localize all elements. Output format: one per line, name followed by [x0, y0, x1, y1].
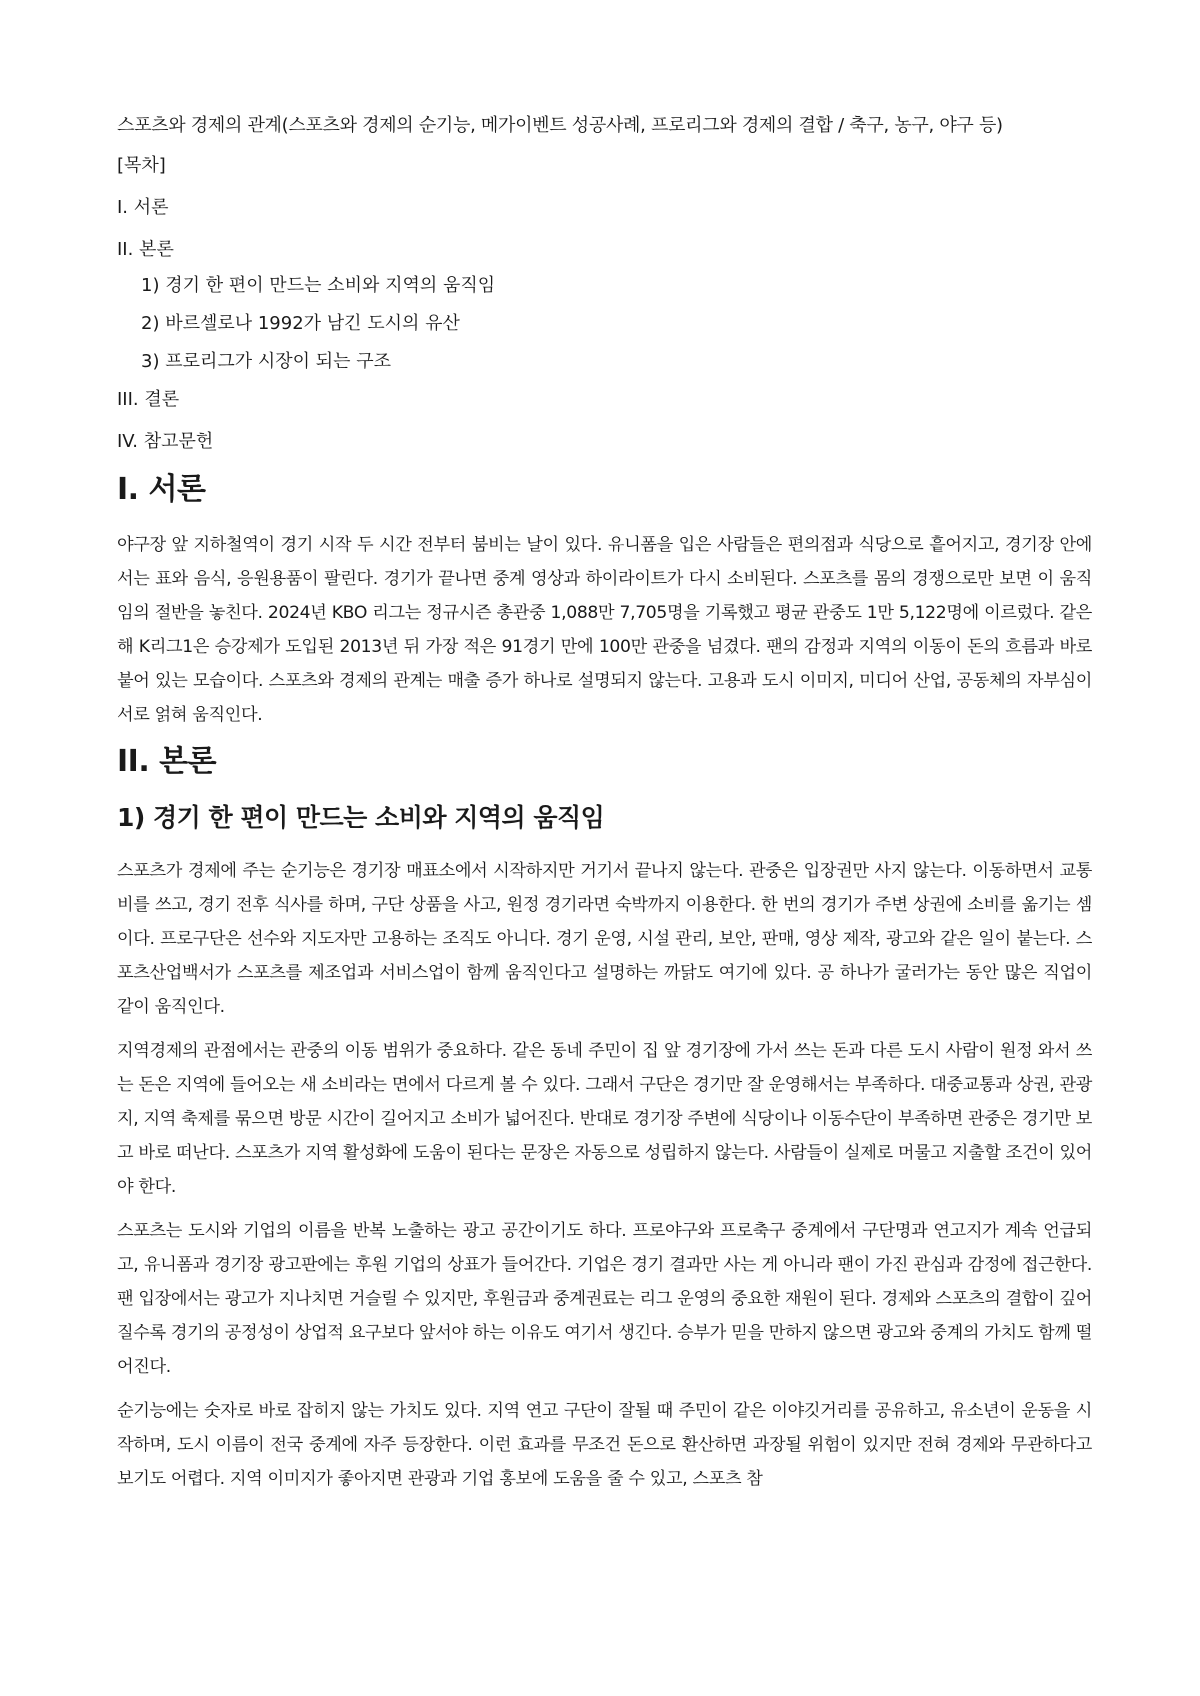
- table-of-contents: [117, 194, 1092, 456]
- toc-sub-list: [117, 272, 1092, 376]
- toc-subitem-3: 3) 프로리그가 시장이 되는 구조: [141, 351, 392, 372]
- toc-item-main: II. 본론: [117, 239, 174, 260]
- subsection-1-paragraph: 스포츠는 도시와 기업의 이름을 반복 노출하는 광고 공간이기도 하다. 프로야구와 프로축구 중계에서 구단명과 연고지가 계속 언급되고, 유니폼과 경기장 광고판에는 후원 기업의 상표가 들어간다. 기업은 경기 결과만 사는 게 아니라 팬이 가진 관심과 감정에 접근한다. 팬 입장에서는 광고가 지나치면 거슬릴 수 있지만, 후원금과 중계권료는 리그 운영의 중요한 재원이 된다. 경제와 스포츠의 결합이 깊어질수록 경기의 공정성이 상업적 요구보다 앞서야 하는 이유도 여기서 생긴다. 승부가 믿을 만하지 않으면 광고와 중계의 가치도 함께 떨어진다.: [117, 1221, 1092, 1377]
- subsection-1-heading: 1) 경기 한 편이 만드는 소비와 지역의 움직임: [117, 803, 605, 832]
- toc-heading: [목차]: [117, 155, 166, 176]
- subsection-1-paragraph: 순기능에는 숫자로 바로 잡히지 않는 가치도 있다. 지역 연고 구단이 잘될 때 주민이 같은 이야깃거리를 공유하고, 유소년이 운동을 시작하며, 도시 이름이 전국 중계에 자주 등장한다. 이런 효과를 무조건 돈으로 환산하면 과장될 위험이 있지만 전혀 경제와 무관하다고 보기도 어렵다. 지역 이미지가 좋아지면 관광과 기업 홍보에 도움을 줄 수 있고, 스포츠 참: [117, 1401, 1092, 1489]
- intro-heading: I. 서론: [117, 472, 206, 507]
- toc-item-intro: I. 서론: [117, 197, 169, 218]
- main-heading: II. 본론: [117, 744, 217, 779]
- main-section: [117, 742, 1092, 1496]
- document-title: 스포츠와 경제의 관계(스포츠와 경제의 순기능, 메가이벤트 성공사례, 프로리그와 경제의 결합 / 축구, 농구, 야구 등): [117, 115, 1003, 136]
- toc-item-references: IV. 참고문헌: [117, 431, 214, 452]
- intro-paragraph: 야구장 앞 지하철역이 경기 시작 두 시간 전부터 붐비는 날이 있다. 유니폼을 입은 사람들은 편의점과 식당으로 흩어지고, 경기장 안에서는 표와 음식, 응원용품이 팔린다. 경기가 끝나면 중계 영상과 하이라이트가 다시 소비된다. 스포츠를 몸의 경쟁으로만 보면 이 움직임의 절반을 놓친다. 2024년 KBO 리그는 정규시즌 총관중 1,088만 7,705명을 기록했고 평균 관중도 1만 5,122명에 이르렀다. 같은 해 K리그1은 승강제가 도입된 2013년 뒤 가장 적은 91경기 만에 100만 관중을 넘겼다. 팬의 감정과 지역의 이동이 돈의 흐름과 바로 붙어 있는 모습이다. 스포츠와 경제의 관계는 매출 증가 하나로 설명되지 않는다. 고용과 도시 이미지, 미디어 산업, 공동체의 자부심이 서로 얽혀 움직인다.: [117, 535, 1092, 725]
- toc-subitem-2: 2) 바르셀로나 1992가 남긴 도시의 유산: [141, 313, 460, 334]
- subsection-1-paragraph: 지역경제의 관점에서는 관중의 이동 범위가 중요하다. 같은 동네 주민이 집 앞 경기장에 가서 쓰는 돈과 다른 도시 사람이 원정 와서 쓰는 돈은 지역에 들어오는 새 소비라는 면에서 다르게 볼 수 있다. 그래서 구단은 경기만 잘 운영해서는 부족하다. 대중교통과 상권, 관광지, 지역 축제를 묶으면 방문 시간이 길어지고 소비가 넓어진다. 반대로 경기장 주변에 식당이나 이동수단이 부족하면 관중은 경기만 보고 바로 떠난다. 스포츠가 지역 활성화에 도움이 된다는 문장은 자동으로 성립하지 않는다. 사람들이 실제로 머물고 지출할 조건이 있어야 한다.: [117, 1041, 1092, 1197]
- toc-item-conclusion: III. 결론: [117, 389, 180, 410]
- intro-section: [117, 470, 1092, 732]
- toc-subitem-1: 1) 경기 한 편이 만드는 소비와 지역의 움직임: [141, 275, 496, 296]
- toc-subitems: [117, 272, 1092, 376]
- subsection-1-paragraph: 스포츠가 경제에 주는 순기능은 경기장 매표소에서 시작하지만 거기서 끝나지 않는다. 관중은 입장권만 사지 않는다. 이동하면서 교통비를 쓰고, 경기 전후 식사를 하며, 구단 상품을 사고, 원정 경기라면 숙박까지 이용한다. 한 번의 경기가 주변 상권에 소비를 옮기는 셈이다. 프로구단은 선수와 지도자만 고용하는 조직도 아니다. 경기 운영, 시설 관리, 보안, 판매, 영상 제작, 광고와 같은 일이 붙는다. 스포츠산업백서가 스포츠를 제조업과 서비스업이 함께 움직인다고 설명하는 까닭도 여기에 있다. 공 하나가 굴러가는 동안 많은 직업이 같이 움직인다.: [117, 861, 1092, 1017]
